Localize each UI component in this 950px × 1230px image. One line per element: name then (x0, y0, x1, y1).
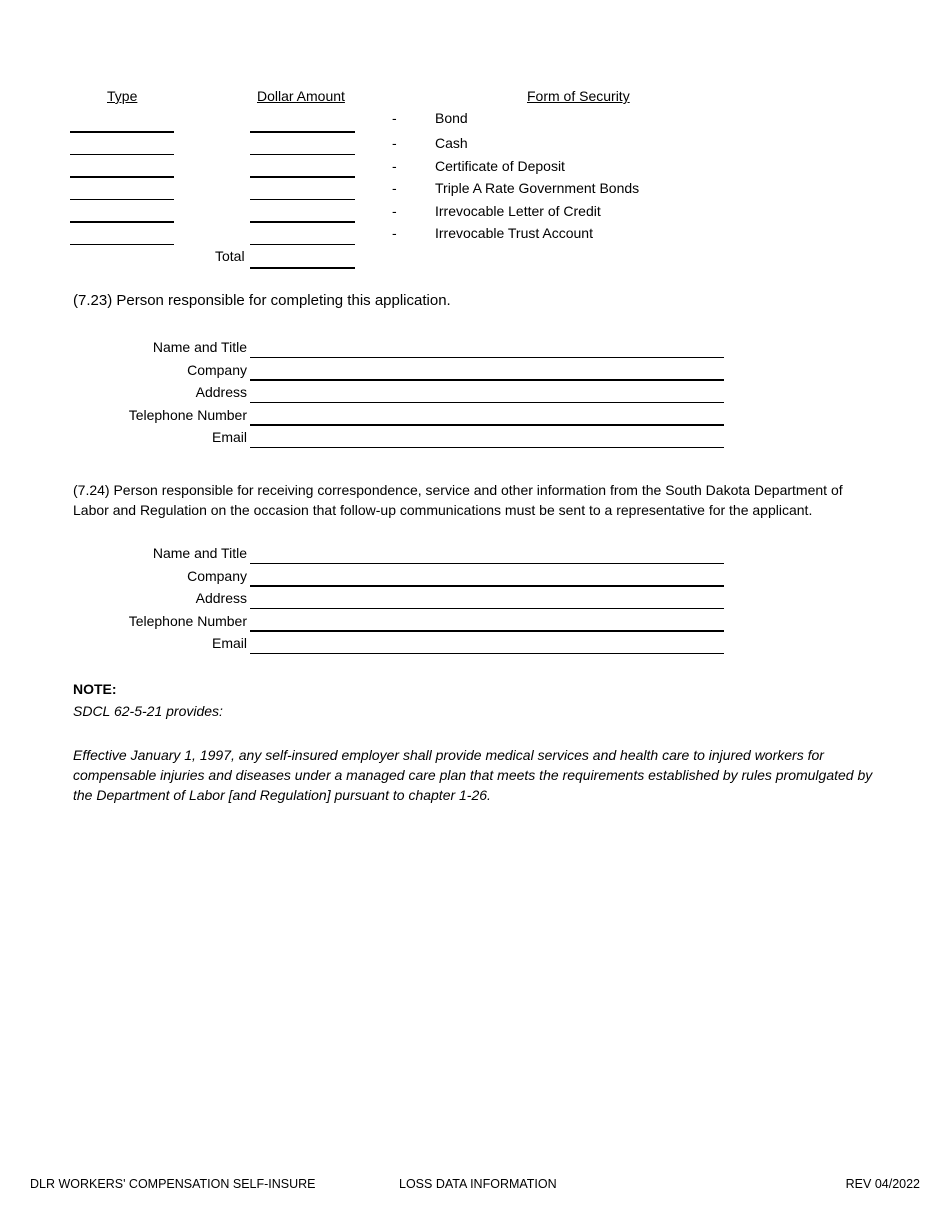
representative-telephone-field[interactable] (250, 630, 724, 632)
note-heading: NOTE: (73, 681, 117, 697)
applicant-name-and-title-field[interactable] (250, 357, 724, 358)
address-label: Address (195, 590, 247, 606)
name-and-title-label: Name and Title (152, 545, 247, 561)
bullet-dash: - (392, 158, 397, 174)
footer-form-name: DLR WORKERS' COMPENSATION SELF-INSURE (30, 1177, 316, 1191)
dollar-amount-field-5[interactable] (250, 221, 355, 223)
security-option-certificate-of-deposit: Certificate of Deposit (435, 158, 565, 174)
dollar-amount-column-header: Dollar Amount (257, 88, 345, 104)
footer-revision: REV 04/2022 (845, 1177, 920, 1191)
bullet-dash: - (392, 203, 397, 219)
company-label: Company (187, 568, 247, 584)
type-field-5[interactable] (70, 221, 174, 223)
applicant-email-field[interactable] (250, 447, 724, 448)
bullet-dash: - (392, 180, 397, 196)
dollar-amount-field-1[interactable] (250, 131, 355, 133)
email-label: Email (211, 635, 247, 651)
address-label: Address (195, 384, 247, 400)
representative-address-field[interactable] (250, 608, 724, 609)
total-field[interactable] (250, 267, 355, 269)
note-citation: SDCL 62-5-21 provides: (73, 703, 223, 719)
security-option-bond: Bond (435, 110, 468, 126)
footer-section-title: LOSS DATA INFORMATION (399, 1177, 557, 1191)
representative-name-and-title-field[interactable] (250, 563, 724, 564)
type-field-1[interactable] (70, 131, 174, 133)
bullet-dash: - (392, 225, 397, 241)
telephone-number-label: Telephone Number (128, 613, 247, 629)
applicant-telephone-field[interactable] (250, 424, 724, 426)
applicant-address-field[interactable] (250, 402, 724, 403)
bullet-dash: - (392, 135, 397, 151)
representative-email-field[interactable] (250, 653, 724, 654)
bullet-dash: - (392, 110, 397, 126)
security-option-cash: Cash (435, 135, 468, 151)
note-body: Effective January 1, 1997, any self-insured employer shall provide medical services and health care to injured workers for compensable injuries and diseases under a managed care plan that meets the requirements established by rules promulgated by the Department of Labor [and Regulation] pursuant to chapter 1-26. (73, 747, 873, 803)
form-of-security-column-header: Form of Security (527, 88, 630, 104)
dollar-amount-field-4[interactable] (250, 199, 355, 200)
security-option-letter-of-credit: Irrevocable Letter of Credit (435, 203, 601, 219)
section-724-title: (7.24) Person responsible for receiving correspondence, service and other information from the South Dakota Department of Labor and Regulation on the occasion that follow-up communications must be sent to a representative for the applicant. (73, 482, 843, 518)
type-field-6[interactable] (70, 244, 174, 245)
dollar-amount-field-6[interactable] (250, 244, 355, 245)
dollar-amount-field-3[interactable] (250, 176, 355, 178)
total-label: Total (215, 248, 245, 264)
representative-company-field[interactable] (250, 585, 724, 587)
telephone-number-label: Telephone Number (128, 407, 247, 423)
name-and-title-label: Name and Title (152, 339, 247, 355)
type-field-2[interactable] (70, 154, 174, 155)
dollar-amount-field-2[interactable] (250, 154, 355, 155)
applicant-company-field[interactable] (250, 379, 724, 381)
type-column-header: Type (107, 88, 138, 104)
company-label: Company (187, 362, 247, 378)
email-label: Email (211, 429, 247, 445)
type-field-3[interactable] (70, 176, 174, 178)
security-option-trust-account: Irrevocable Trust Account (435, 225, 593, 241)
section-723-title: (7.23) Person responsible for completing this application. (73, 292, 451, 309)
security-option-government-bonds: Triple A Rate Government Bonds (435, 180, 640, 196)
type-field-4[interactable] (70, 199, 174, 200)
